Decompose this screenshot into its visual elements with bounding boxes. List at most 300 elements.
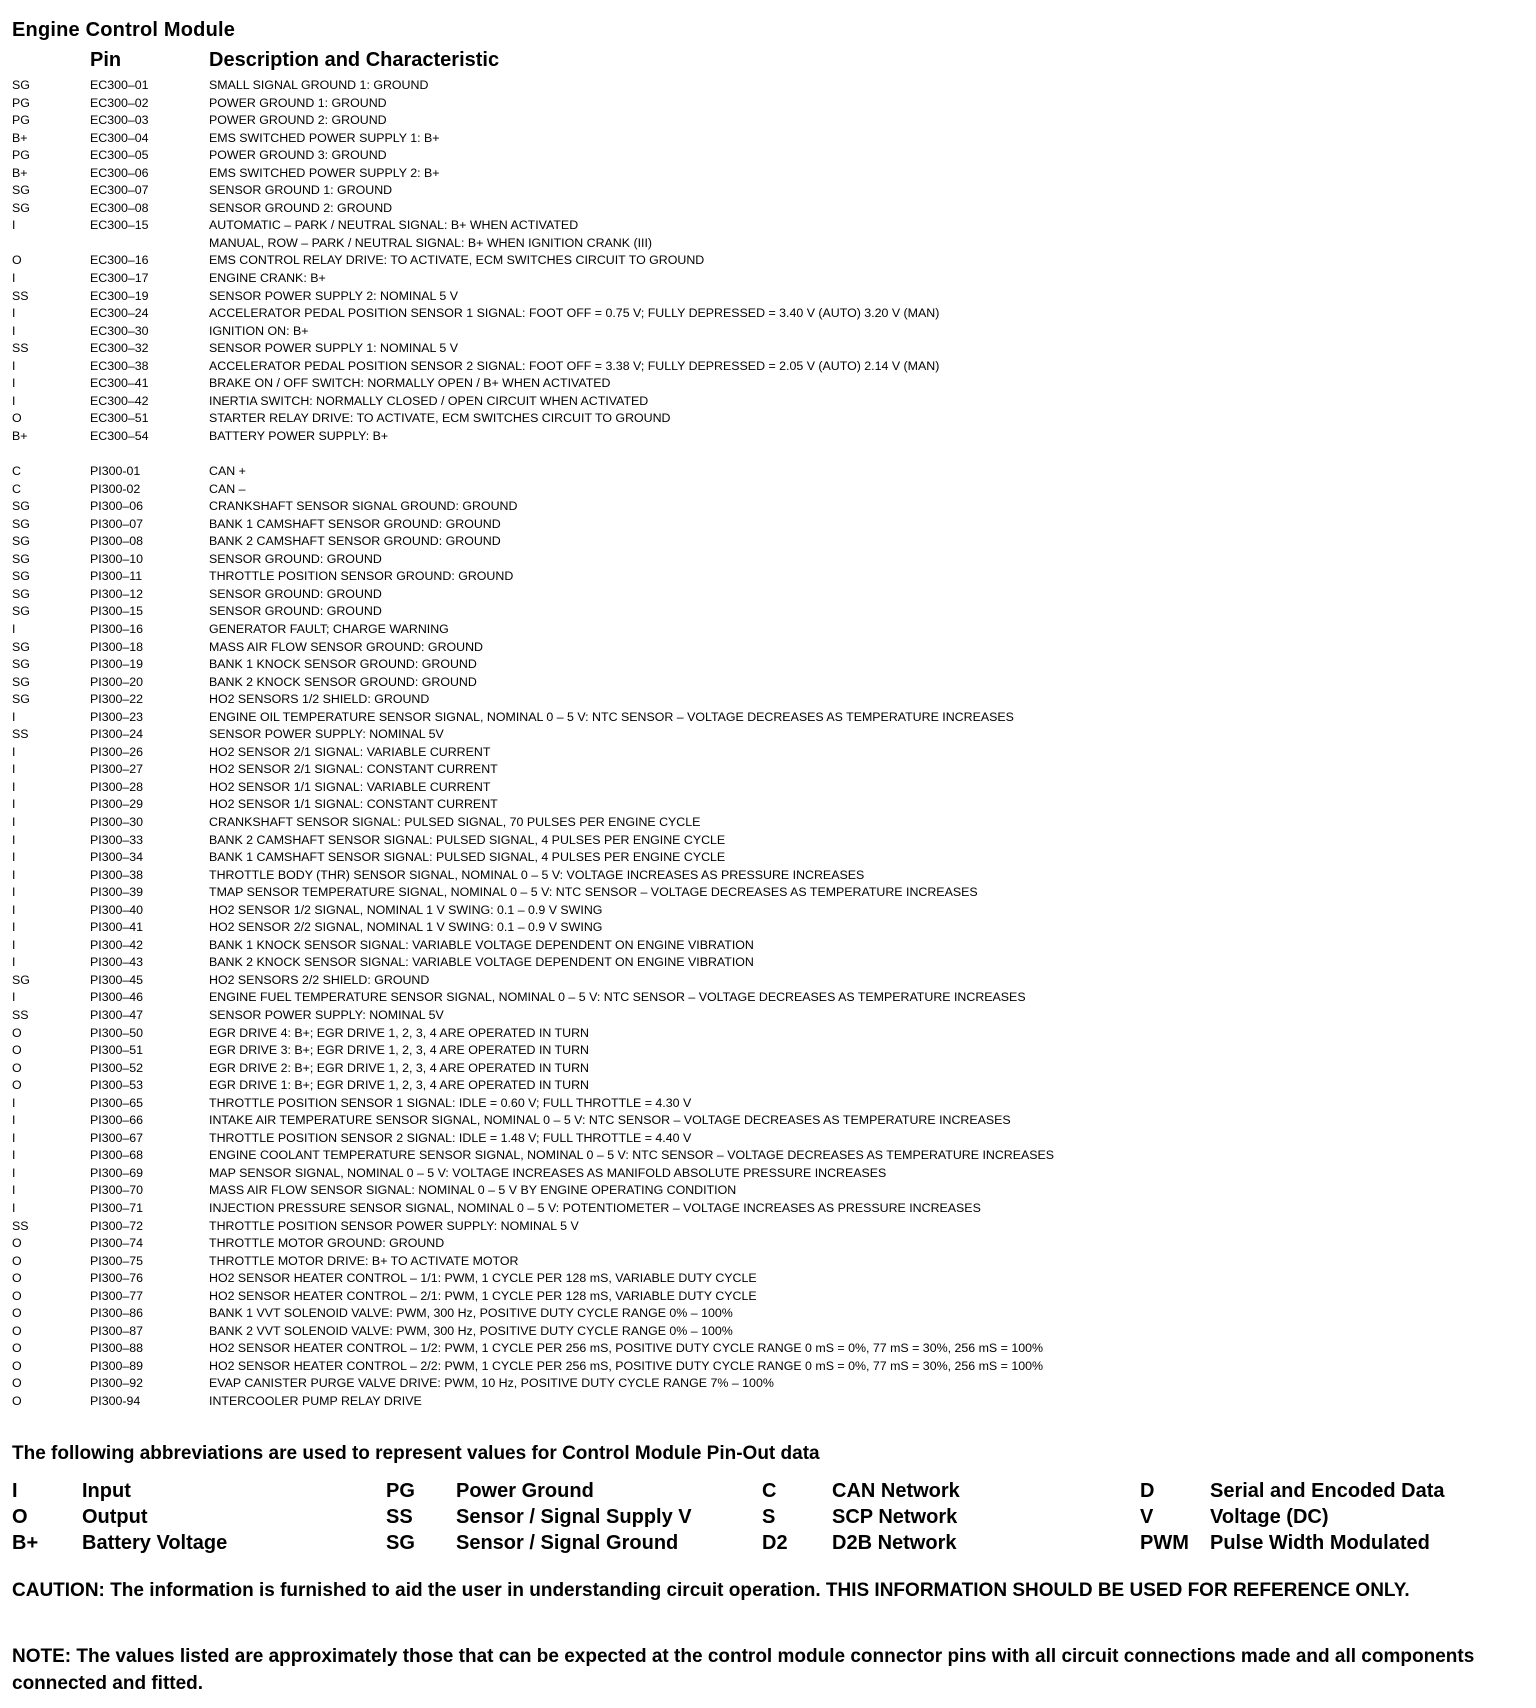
- pin-id-cell: PI300–06: [90, 499, 144, 514]
- signal-type-cell: O: [12, 1394, 22, 1409]
- abbreviation-meaning: Sensor / Signal Ground: [456, 1532, 679, 1554]
- pin-id-cell: PI300–50: [90, 1025, 144, 1040]
- description-cell: STARTER RELAY DRIVE: TO ACTIVATE, ECM SWITCHES CIRCUIT TO GROUND: [209, 411, 671, 426]
- table-row: [0, 165, 1536, 183]
- pin-id-cell: PI300–43: [90, 955, 144, 970]
- pin-id-cell: EC300–24: [90, 306, 149, 321]
- signal-type-cell: O: [12, 411, 22, 426]
- abbreviation-code: O: [12, 1506, 28, 1528]
- pin-id-cell: PI300–42: [90, 937, 144, 952]
- pin-id-cell: PI300–45: [90, 972, 144, 987]
- description-cell: HO2 SENSORS 1/2 SHIELD: GROUND: [209, 692, 430, 707]
- signal-type-cell: SG: [12, 78, 30, 92]
- table-row: [0, 551, 1536, 569]
- table-row: [0, 375, 1536, 393]
- pin-id-cell: EC300–19: [90, 288, 149, 303]
- description-cell: THROTTLE BODY (THR) SENSOR SIGNAL, NOMINAL 0 – 5 V: VOLTAGE INCREASES AS PRESSURE INCREASES: [209, 867, 865, 882]
- pin-id-cell: EC300–54: [90, 428, 149, 443]
- table-row: [0, 235, 1536, 253]
- signal-type-cell: C: [12, 464, 21, 479]
- table-row: [0, 709, 1536, 727]
- table-row: [0, 761, 1536, 779]
- pin-id-cell: PI300–10: [90, 551, 144, 566]
- description-cell: THROTTLE MOTOR GROUND: GROUND: [209, 1236, 445, 1251]
- table-row: [0, 130, 1536, 148]
- signal-type-cell: B+: [12, 130, 28, 145]
- pin-column-header: Pin: [90, 49, 122, 71]
- signal-type-cell: SS: [12, 341, 29, 356]
- pin-id-cell: PI300–76: [90, 1271, 144, 1286]
- pin-id-cell: PI300–68: [90, 1148, 144, 1163]
- abbreviation-code: C: [762, 1480, 777, 1502]
- table-row: [0, 288, 1536, 306]
- signal-type-cell: I: [12, 885, 16, 900]
- abbreviation-code: SS: [386, 1506, 413, 1528]
- description-cell: HO2 SENSOR 2/1 SIGNAL: VARIABLE CURRENT: [209, 744, 491, 759]
- signal-type-cell: O: [12, 1043, 22, 1058]
- table-row: [0, 1007, 1536, 1025]
- table-row: [0, 937, 1536, 955]
- pin-id-cell: PI300–74: [90, 1236, 144, 1251]
- abbreviation-meaning: Serial and Encoded Data: [1210, 1480, 1445, 1502]
- pin-id-cell: EC300–30: [90, 323, 149, 338]
- pin-id-cell: PI300–07: [90, 516, 144, 531]
- description-cell: HO2 SENSORS 2/2 SHIELD: GROUND: [209, 972, 430, 987]
- table-row: [0, 832, 1536, 850]
- signal-type-cell: O: [12, 1060, 22, 1075]
- signal-type-cell: SG: [12, 604, 30, 619]
- description-cell: BANK 1 CAMSHAFT SENSOR SIGNAL: PULSED SIGNAL, 4 PULSES PER ENGINE CYCLE: [209, 850, 726, 865]
- abbreviation-code: D: [1140, 1480, 1155, 1502]
- pin-id-cell: PI300–15: [90, 604, 144, 619]
- table-row: [0, 1305, 1536, 1323]
- pin-id-cell: PI300–33: [90, 832, 144, 847]
- pin-id-cell: PI300–34: [90, 850, 144, 865]
- pin-id-cell: PI300–92: [90, 1376, 144, 1391]
- signal-type-cell: I: [12, 1095, 16, 1110]
- description-cell: THROTTLE POSITION SENSOR 2 SIGNAL: IDLE = 1.48 V; FULL THROTTLE = 4.40 V: [209, 1130, 692, 1145]
- description-cell: SENSOR GROUND 2: GROUND: [209, 200, 393, 215]
- table-row: [0, 1358, 1536, 1376]
- note-text: NOTE: The values listed are approximately those that can be expected at the control module connector pins with all circuit connections made and all components connected and fitted.: [12, 1646, 1475, 1694]
- description-cell: SENSOR POWER SUPPLY: NOMINAL 5V: [209, 1007, 444, 1022]
- table-row: [0, 1270, 1536, 1288]
- signal-type-cell: I: [12, 1165, 16, 1180]
- table-row: [0, 182, 1536, 200]
- signal-type-cell: PG: [12, 148, 30, 163]
- signal-type-cell: I: [12, 1148, 16, 1163]
- description-cell: HO2 SENSOR HEATER CONTROL – 1/1: PWM, 1 CYCLE PER 128 mS, VARIABLE DUTY CYCLE: [209, 1271, 757, 1286]
- table-row: [0, 674, 1536, 692]
- table-row: [0, 568, 1536, 586]
- signal-type-cell: SG: [12, 551, 30, 566]
- table-row: [0, 691, 1536, 709]
- pin-id-cell: EC300–06: [90, 165, 149, 180]
- pin-id-cell: PI300–27: [90, 762, 144, 777]
- table-row: [0, 1095, 1536, 1113]
- table-row: [0, 867, 1536, 885]
- signal-type-cell: I: [12, 814, 16, 829]
- signal-type-cell: SG: [12, 639, 30, 654]
- table-row: [0, 586, 1536, 604]
- signal-type-cell: SG: [12, 200, 30, 215]
- table-row: [0, 639, 1536, 657]
- pin-id-cell: PI300–67: [90, 1130, 144, 1145]
- table-row: [0, 410, 1536, 428]
- signal-type-cell: O: [12, 1376, 22, 1391]
- description-cell: AUTOMATIC – PARK / NEUTRAL SIGNAL: B+ WHEN ACTIVATED: [209, 218, 579, 233]
- description-cell: SENSOR GROUND: GROUND: [209, 586, 382, 601]
- pin-id-cell: PI300–87: [90, 1323, 144, 1338]
- signal-type-cell: I: [12, 832, 16, 847]
- table-row: [0, 779, 1536, 797]
- table-row: [0, 1077, 1536, 1095]
- table-row: [0, 1060, 1536, 1078]
- description-cell: BRAKE ON / OFF SWITCH: NORMALLY OPEN / B+ WHEN ACTIVATED: [209, 376, 611, 391]
- signal-type-cell: I: [12, 1201, 16, 1215]
- description-cell: INTERCOOLER PUMP RELAY DRIVE: [209, 1394, 422, 1409]
- table-row: [0, 1130, 1536, 1148]
- description-cell: HO2 SENSOR 1/1 SIGNAL: VARIABLE CURRENT: [209, 779, 491, 794]
- pinout-table: [0, 77, 1536, 1411]
- table-row: [0, 1200, 1536, 1218]
- signal-type-cell: O: [12, 1025, 22, 1040]
- description-cell: ENGINE FUEL TEMPERATURE SENSOR SIGNAL, NOMINAL 0 – 5 V: NTC SENSOR – VOLTAGE DECREASES AS TEMPERATURE INCREASES: [209, 990, 1026, 1005]
- pin-id-cell: PI300–18: [90, 639, 144, 654]
- table-row: [0, 1182, 1536, 1200]
- signal-type-cell: I: [12, 797, 16, 812]
- pin-id-cell: PI300–71: [90, 1201, 144, 1215]
- abbreviation-code: B+: [12, 1532, 39, 1554]
- pin-id-cell: EC300–17: [90, 271, 149, 286]
- signal-type-cell: I: [12, 744, 16, 759]
- table-row: [0, 428, 1536, 446]
- description-cell: POWER GROUND 1: GROUND: [209, 95, 387, 110]
- description-cell: BANK 1 VVT SOLENOID VALVE: PWM, 300 Hz, POSITIVE DUTY CYCLE RANGE 0% – 100%: [209, 1306, 733, 1321]
- table-row: [0, 1165, 1536, 1183]
- description-cell: THROTTLE POSITION SENSOR 1 SIGNAL: IDLE = 0.60 V; FULL THROTTLE = 4.30 V: [209, 1095, 692, 1110]
- description-cell: BANK 2 CAMSHAFT SENSOR GROUND: GROUND: [209, 534, 501, 549]
- signal-type-cell: O: [12, 1236, 22, 1251]
- table-row: [0, 1253, 1536, 1271]
- table-row: [0, 147, 1536, 165]
- signal-type-cell: I: [12, 955, 16, 970]
- description-cell: INJECTION PRESSURE SENSOR SIGNAL, NOMINAL 0 – 5 V: POTENTIOMETER – VOLTAGE INCREASES AS PRESSURE INCREASES: [209, 1201, 981, 1215]
- signal-type-cell: SG: [12, 499, 30, 514]
- description-cell: SENSOR GROUND: GROUND: [209, 551, 382, 566]
- description-cell: EGR DRIVE 1: B+; EGR DRIVE 1, 2, 3, 4 ARE OPERATED IN TURN: [209, 1078, 589, 1093]
- signal-type-cell: I: [12, 376, 16, 391]
- pin-id-cell: PI300–86: [90, 1306, 144, 1321]
- description-cell: HO2 SENSOR HEATER CONTROL – 2/2: PWM, 1 CYCLE PER 256 mS, POSITIVE DUTY CYCLE RANGE 0 mS = 0%, 77 mS = 30%, 256 mS = 100%: [209, 1358, 1044, 1373]
- signal-type-cell: SG: [12, 692, 30, 707]
- table-row: [0, 498, 1536, 516]
- pin-id-cell: PI300–52: [90, 1060, 144, 1075]
- table-row: [0, 112, 1536, 130]
- description-cell: TMAP SENSOR TEMPERATURE SIGNAL, NOMINAL 0 – 5 V: NTC SENSOR – VOLTAGE DECREASES AS TEMPERATURE INCREASES: [209, 885, 978, 900]
- signal-type-cell: SG: [12, 183, 30, 198]
- abbreviation-meaning: D2B Network: [832, 1532, 957, 1554]
- pin-id-cell: PI300–69: [90, 1165, 144, 1180]
- description-cell: THROTTLE POSITION SENSOR POWER SUPPLY: NOMINAL 5 V: [209, 1218, 579, 1233]
- pin-id-cell: PI300–72: [90, 1218, 144, 1233]
- table-row: [0, 849, 1536, 867]
- pin-id-cell: PI300-01: [90, 464, 141, 479]
- pin-id-cell: EC300–04: [90, 130, 149, 145]
- table-row: [0, 533, 1536, 551]
- description-cell: ACCELERATOR PEDAL POSITION SENSOR 1 SIGNAL: FOOT OFF = 0.75 V; FULLY DEPRESSED = 3.40 V (AUTO) 3.20 V (MAN): [209, 306, 940, 321]
- pin-id-cell: PI300–29: [90, 797, 144, 812]
- pin-id-cell: EC300–05: [90, 148, 149, 163]
- table-row: [0, 481, 1536, 499]
- signal-type-cell: SG: [12, 972, 30, 987]
- signal-type-cell: O: [12, 253, 22, 268]
- description-cell: ACCELERATOR PEDAL POSITION SENSOR 2 SIGNAL: FOOT OFF = 3.38 V; FULLY DEPRESSED = 2.05 V (AUTO) 2.14 V (MAN): [209, 358, 940, 373]
- signal-type-cell: SG: [12, 534, 30, 549]
- table-row: [0, 972, 1536, 990]
- description-cell: SENSOR GROUND: GROUND: [209, 604, 382, 619]
- description-cell: HO2 SENSOR HEATER CONTROL – 2/1: PWM, 1 CYCLE PER 128 mS, VARIABLE DUTY CYCLE: [209, 1288, 757, 1303]
- signal-type-cell: SG: [12, 516, 30, 531]
- signal-type-cell: O: [12, 1253, 22, 1268]
- table-row: [0, 796, 1536, 814]
- table-row: [0, 1025, 1536, 1043]
- signal-type-cell: PG: [12, 95, 30, 110]
- abbreviation-meaning: CAN Network: [832, 1480, 960, 1502]
- description-cell: POWER GROUND 3: GROUND: [209, 148, 387, 163]
- abbreviation-meaning: Sensor / Signal Supply V: [456, 1506, 692, 1528]
- table-row: [0, 270, 1536, 288]
- signal-type-cell: SS: [12, 1218, 29, 1233]
- signal-type-cell: I: [12, 393, 16, 408]
- abbreviation-meaning: Battery Voltage: [82, 1532, 228, 1554]
- signal-type-cell: SG: [12, 657, 30, 672]
- abbreviation-code: V: [1140, 1506, 1154, 1528]
- description-cell: HO2 SENSOR 2/2 SIGNAL, NOMINAL 1 V SWING: 0.1 – 0.9 V SWING: [209, 920, 603, 935]
- table-row: [0, 1147, 1536, 1165]
- signal-type-cell: O: [12, 1271, 22, 1286]
- description-cell: HO2 SENSOR 2/1 SIGNAL: CONSTANT CURRENT: [209, 762, 498, 777]
- pin-id-cell: PI300–66: [90, 1113, 144, 1128]
- abbreviation-code: SG: [386, 1532, 415, 1554]
- table-row: [0, 884, 1536, 902]
- pin-id-cell: PI300–11: [90, 569, 143, 584]
- signal-type-cell: I: [12, 937, 16, 952]
- signal-type-cell: O: [12, 1358, 22, 1373]
- description-cell: CRANKSHAFT SENSOR SIGNAL GROUND: GROUND: [209, 499, 518, 514]
- table-row: [0, 77, 1536, 95]
- table-row: [0, 1323, 1536, 1341]
- pin-id-cell: PI300–23: [90, 709, 144, 724]
- description-cell: SENSOR GROUND 1: GROUND: [209, 183, 393, 198]
- pin-id-cell: PI300–77: [90, 1288, 144, 1303]
- abbreviations-title: The following abbreviations are used to represent values for Control Module Pin-Out data: [12, 1443, 820, 1464]
- description-cell: SENSOR POWER SUPPLY 1: NOMINAL 5 V: [209, 341, 459, 356]
- description-cell: BANK 1 KNOCK SENSOR GROUND: GROUND: [209, 657, 477, 672]
- description-cell: HO2 SENSOR HEATER CONTROL – 1/2: PWM, 1 CYCLE PER 256 mS, POSITIVE DUTY CYCLE RANGE 0 mS = 0%, 77 mS = 30%, 256 mS = 100%: [209, 1341, 1044, 1356]
- table-row: [0, 744, 1536, 762]
- table-row: [0, 1393, 1536, 1411]
- caution-text: CAUTION: The information is furnished to aid the user in understanding circuit operation. THIS INFORMATION SHOULD BE USED FOR REFERENCE ONLY.: [12, 1580, 1410, 1601]
- description-cell: CAN +: [209, 464, 246, 479]
- signal-type-cell: I: [12, 271, 16, 286]
- signal-type-cell: SG: [12, 586, 30, 601]
- pin-id-cell: PI300–40: [90, 902, 144, 917]
- pin-id-cell: PI300–26: [90, 744, 144, 759]
- table-row: [0, 200, 1536, 218]
- pin-id-cell: PI300–47: [90, 1007, 144, 1022]
- description-cell: INERTIA SWITCH: NORMALLY CLOSED / OPEN CIRCUIT WHEN ACTIVATED: [209, 393, 649, 408]
- description-cell: BATTERY POWER SUPPLY: B+: [209, 428, 389, 443]
- description-cell: POWER GROUND 2: GROUND: [209, 113, 387, 128]
- pin-id-cell: EC300–03: [90, 113, 149, 128]
- pin-id-cell: EC300–42: [90, 393, 149, 408]
- pin-id-cell: EC300–15: [90, 218, 149, 233]
- pin-id-cell: PI300–12: [90, 586, 144, 601]
- signal-type-cell: B+: [12, 428, 28, 443]
- table-row: [0, 1042, 1536, 1060]
- pin-id-cell: EC300–02: [90, 95, 149, 110]
- pin-id-cell: PI300–22: [90, 692, 144, 707]
- description-column-header: Description and Characteristic: [209, 49, 500, 71]
- signal-type-cell: SS: [12, 1007, 29, 1022]
- description-cell: MASS AIR FLOW SENSOR GROUND: GROUND: [209, 639, 483, 654]
- signal-type-cell: O: [12, 1323, 22, 1338]
- signal-type-cell: I: [12, 920, 16, 935]
- table-row: [0, 621, 1536, 639]
- description-cell: INTAKE AIR TEMPERATURE SENSOR SIGNAL, NOMINAL 0 – 5 V: NTC SENSOR – VOLTAGE DECREASES AS TEMPERATURE INCREASES: [209, 1113, 1011, 1128]
- description-cell: CAN –: [209, 481, 246, 496]
- pin-id-cell: EC300–51: [90, 411, 149, 426]
- description-cell: MASS AIR FLOW SENSOR SIGNAL: NOMINAL 0 – 5 V BY ENGINE OPERATING CONDITION: [209, 1183, 737, 1198]
- table-row: [0, 989, 1536, 1007]
- table-row: [0, 323, 1536, 341]
- pin-id-cell: PI300–08: [90, 534, 144, 549]
- signal-type-cell: PG: [12, 113, 30, 128]
- description-cell: SENSOR POWER SUPPLY: NOMINAL 5V: [209, 727, 444, 742]
- table-row: [0, 902, 1536, 920]
- pin-id-cell: PI300–24: [90, 727, 144, 742]
- description-cell: EGR DRIVE 2: B+; EGR DRIVE 1, 2, 3, 4 ARE OPERATED IN TURN: [209, 1060, 589, 1075]
- description-cell: EVAP CANISTER PURGE VALVE DRIVE: PWM, 10 Hz, POSITIVE DUTY CYCLE RANGE 7% – 100%: [209, 1376, 774, 1391]
- signal-type-cell: SG: [12, 674, 30, 689]
- table-row: [0, 1340, 1536, 1358]
- table-row: [0, 1288, 1536, 1306]
- pin-id-cell: PI300–28: [90, 779, 144, 794]
- table-row: [0, 95, 1536, 113]
- abbreviation-code: D2: [762, 1532, 788, 1554]
- abbreviation-code: PG: [386, 1480, 415, 1502]
- signal-type-cell: SG: [12, 569, 30, 584]
- pin-id-cell: PI300–53: [90, 1078, 144, 1093]
- table-row: [0, 305, 1536, 323]
- page-title: Engine Control Module: [12, 19, 236, 41]
- abbreviation-meaning: SCP Network: [832, 1506, 958, 1528]
- signal-type-cell: I: [12, 306, 16, 321]
- pin-id-cell: PI300–20: [90, 674, 144, 689]
- table-row: [0, 603, 1536, 621]
- abbreviation-meaning: Pulse Width Modulated: [1210, 1532, 1430, 1554]
- pin-id-cell: EC300–32: [90, 341, 149, 356]
- description-cell: IGNITION ON: B+: [209, 323, 309, 338]
- signal-type-cell: I: [12, 1183, 16, 1198]
- table-row: [0, 656, 1536, 674]
- pin-id-cell: EC300–38: [90, 358, 149, 373]
- description-cell: MANUAL, ROW – PARK / NEUTRAL SIGNAL: B+ WHEN IGNITION CRANK (III): [209, 235, 653, 250]
- pin-id-cell: EC300–07: [90, 183, 149, 198]
- description-cell: SENSOR POWER SUPPLY 2: NOMINAL 5 V: [209, 288, 459, 303]
- table-row: [0, 217, 1536, 235]
- abbreviation-code: S: [762, 1506, 776, 1528]
- pin-id-cell: PI300–88: [90, 1341, 144, 1356]
- abbreviation-code: PWM: [1140, 1532, 1189, 1554]
- signal-type-cell: O: [12, 1078, 22, 1093]
- signal-type-cell: I: [12, 358, 16, 373]
- pin-id-cell: PI300–51: [90, 1043, 144, 1058]
- signal-type-cell: I: [12, 867, 16, 882]
- description-cell: EGR DRIVE 3: B+; EGR DRIVE 1, 2, 3, 4 ARE OPERATED IN TURN: [209, 1043, 589, 1058]
- description-cell: HO2 SENSOR 1/1 SIGNAL: CONSTANT CURRENT: [209, 797, 498, 812]
- pin-id-cell: EC300–08: [90, 200, 149, 215]
- table-row: [0, 358, 1536, 376]
- description-cell: BANK 2 KNOCK SENSOR SIGNAL: VARIABLE VOLTAGE DEPENDENT ON ENGINE VIBRATION: [209, 955, 754, 970]
- pin-id-cell: PI300–30: [90, 814, 144, 829]
- signal-type-cell: I: [12, 1113, 16, 1128]
- description-cell: BANK 2 KNOCK SENSOR GROUND: GROUND: [209, 674, 477, 689]
- abbreviation-code: I: [12, 1480, 18, 1502]
- signal-type-cell: O: [12, 1306, 22, 1321]
- signal-type-cell: I: [12, 779, 16, 794]
- description-cell: BANK 1 KNOCK SENSOR SIGNAL: VARIABLE VOLTAGE DEPENDENT ON ENGINE VIBRATION: [209, 937, 754, 952]
- pin-id-cell: PI300–89: [90, 1358, 144, 1373]
- signal-type-cell: I: [12, 990, 16, 1005]
- description-cell: THROTTLE MOTOR DRIVE: B+ TO ACTIVATE MOTOR: [209, 1253, 519, 1268]
- pin-id-cell: PI300-02: [90, 481, 141, 496]
- signal-type-cell: SS: [12, 288, 29, 303]
- description-cell: ENGINE OIL TEMPERATURE SENSOR SIGNAL, NOMINAL 0 – 5 V: NTC SENSOR – VOLTAGE DECREASES AS TEMPERATURE INCREASES: [209, 709, 1014, 724]
- description-cell: ENGINE COOLANT TEMPERATURE SENSOR SIGNAL, NOMINAL 0 – 5 V: NTC SENSOR – VOLTAGE DECREASES AS TEMPERATURE INCREASES: [209, 1148, 1055, 1163]
- description-cell: BANK 2 VVT SOLENOID VALVE: PWM, 300 Hz, POSITIVE DUTY CYCLE RANGE 0% – 100%: [209, 1323, 733, 1338]
- signal-type-cell: O: [12, 1288, 22, 1303]
- signal-type-cell: O: [12, 1341, 22, 1356]
- abbreviation-meaning: Output: [82, 1506, 148, 1528]
- abbreviation-meaning: Input: [82, 1480, 131, 1502]
- description-cell: EMS SWITCHED POWER SUPPLY 1: B+: [209, 130, 440, 145]
- description-cell: MAP SENSOR SIGNAL, NOMINAL 0 – 5 V: VOLTAGE INCREASES AS MANIFOLD ABSOLUTE PRESSURE INCREASES: [209, 1165, 887, 1180]
- abbreviation-meaning: Voltage (DC): [1210, 1506, 1329, 1528]
- pin-id-cell: PI300–46: [90, 990, 144, 1005]
- description-cell: CRANKSHAFT SENSOR SIGNAL: PULSED SIGNAL, 70 PULSES PER ENGINE CYCLE: [209, 814, 701, 829]
- table-row: [0, 463, 1536, 481]
- table-row: [0, 726, 1536, 744]
- table-row: [0, 1112, 1536, 1130]
- description-cell: THROTTLE POSITION SENSOR GROUND: GROUND: [209, 569, 514, 584]
- signal-type-cell: I: [12, 323, 16, 338]
- signal-type-cell: I: [12, 850, 16, 865]
- pin-id-cell: EC300–01: [90, 78, 149, 92]
- table-row: [0, 1375, 1536, 1393]
- table-row: [0, 919, 1536, 937]
- signal-type-cell: I: [12, 218, 16, 233]
- description-cell: GENERATOR FAULT; CHARGE WARNING: [209, 621, 449, 636]
- table-row: [0, 393, 1536, 411]
- signal-type-cell: I: [12, 1130, 16, 1145]
- pin-id-cell: PI300–19: [90, 657, 144, 672]
- description-cell: EMS SWITCHED POWER SUPPLY 2: B+: [209, 165, 440, 180]
- table-row: [0, 814, 1536, 832]
- signal-type-cell: SS: [12, 727, 29, 742]
- table-row: [0, 516, 1536, 534]
